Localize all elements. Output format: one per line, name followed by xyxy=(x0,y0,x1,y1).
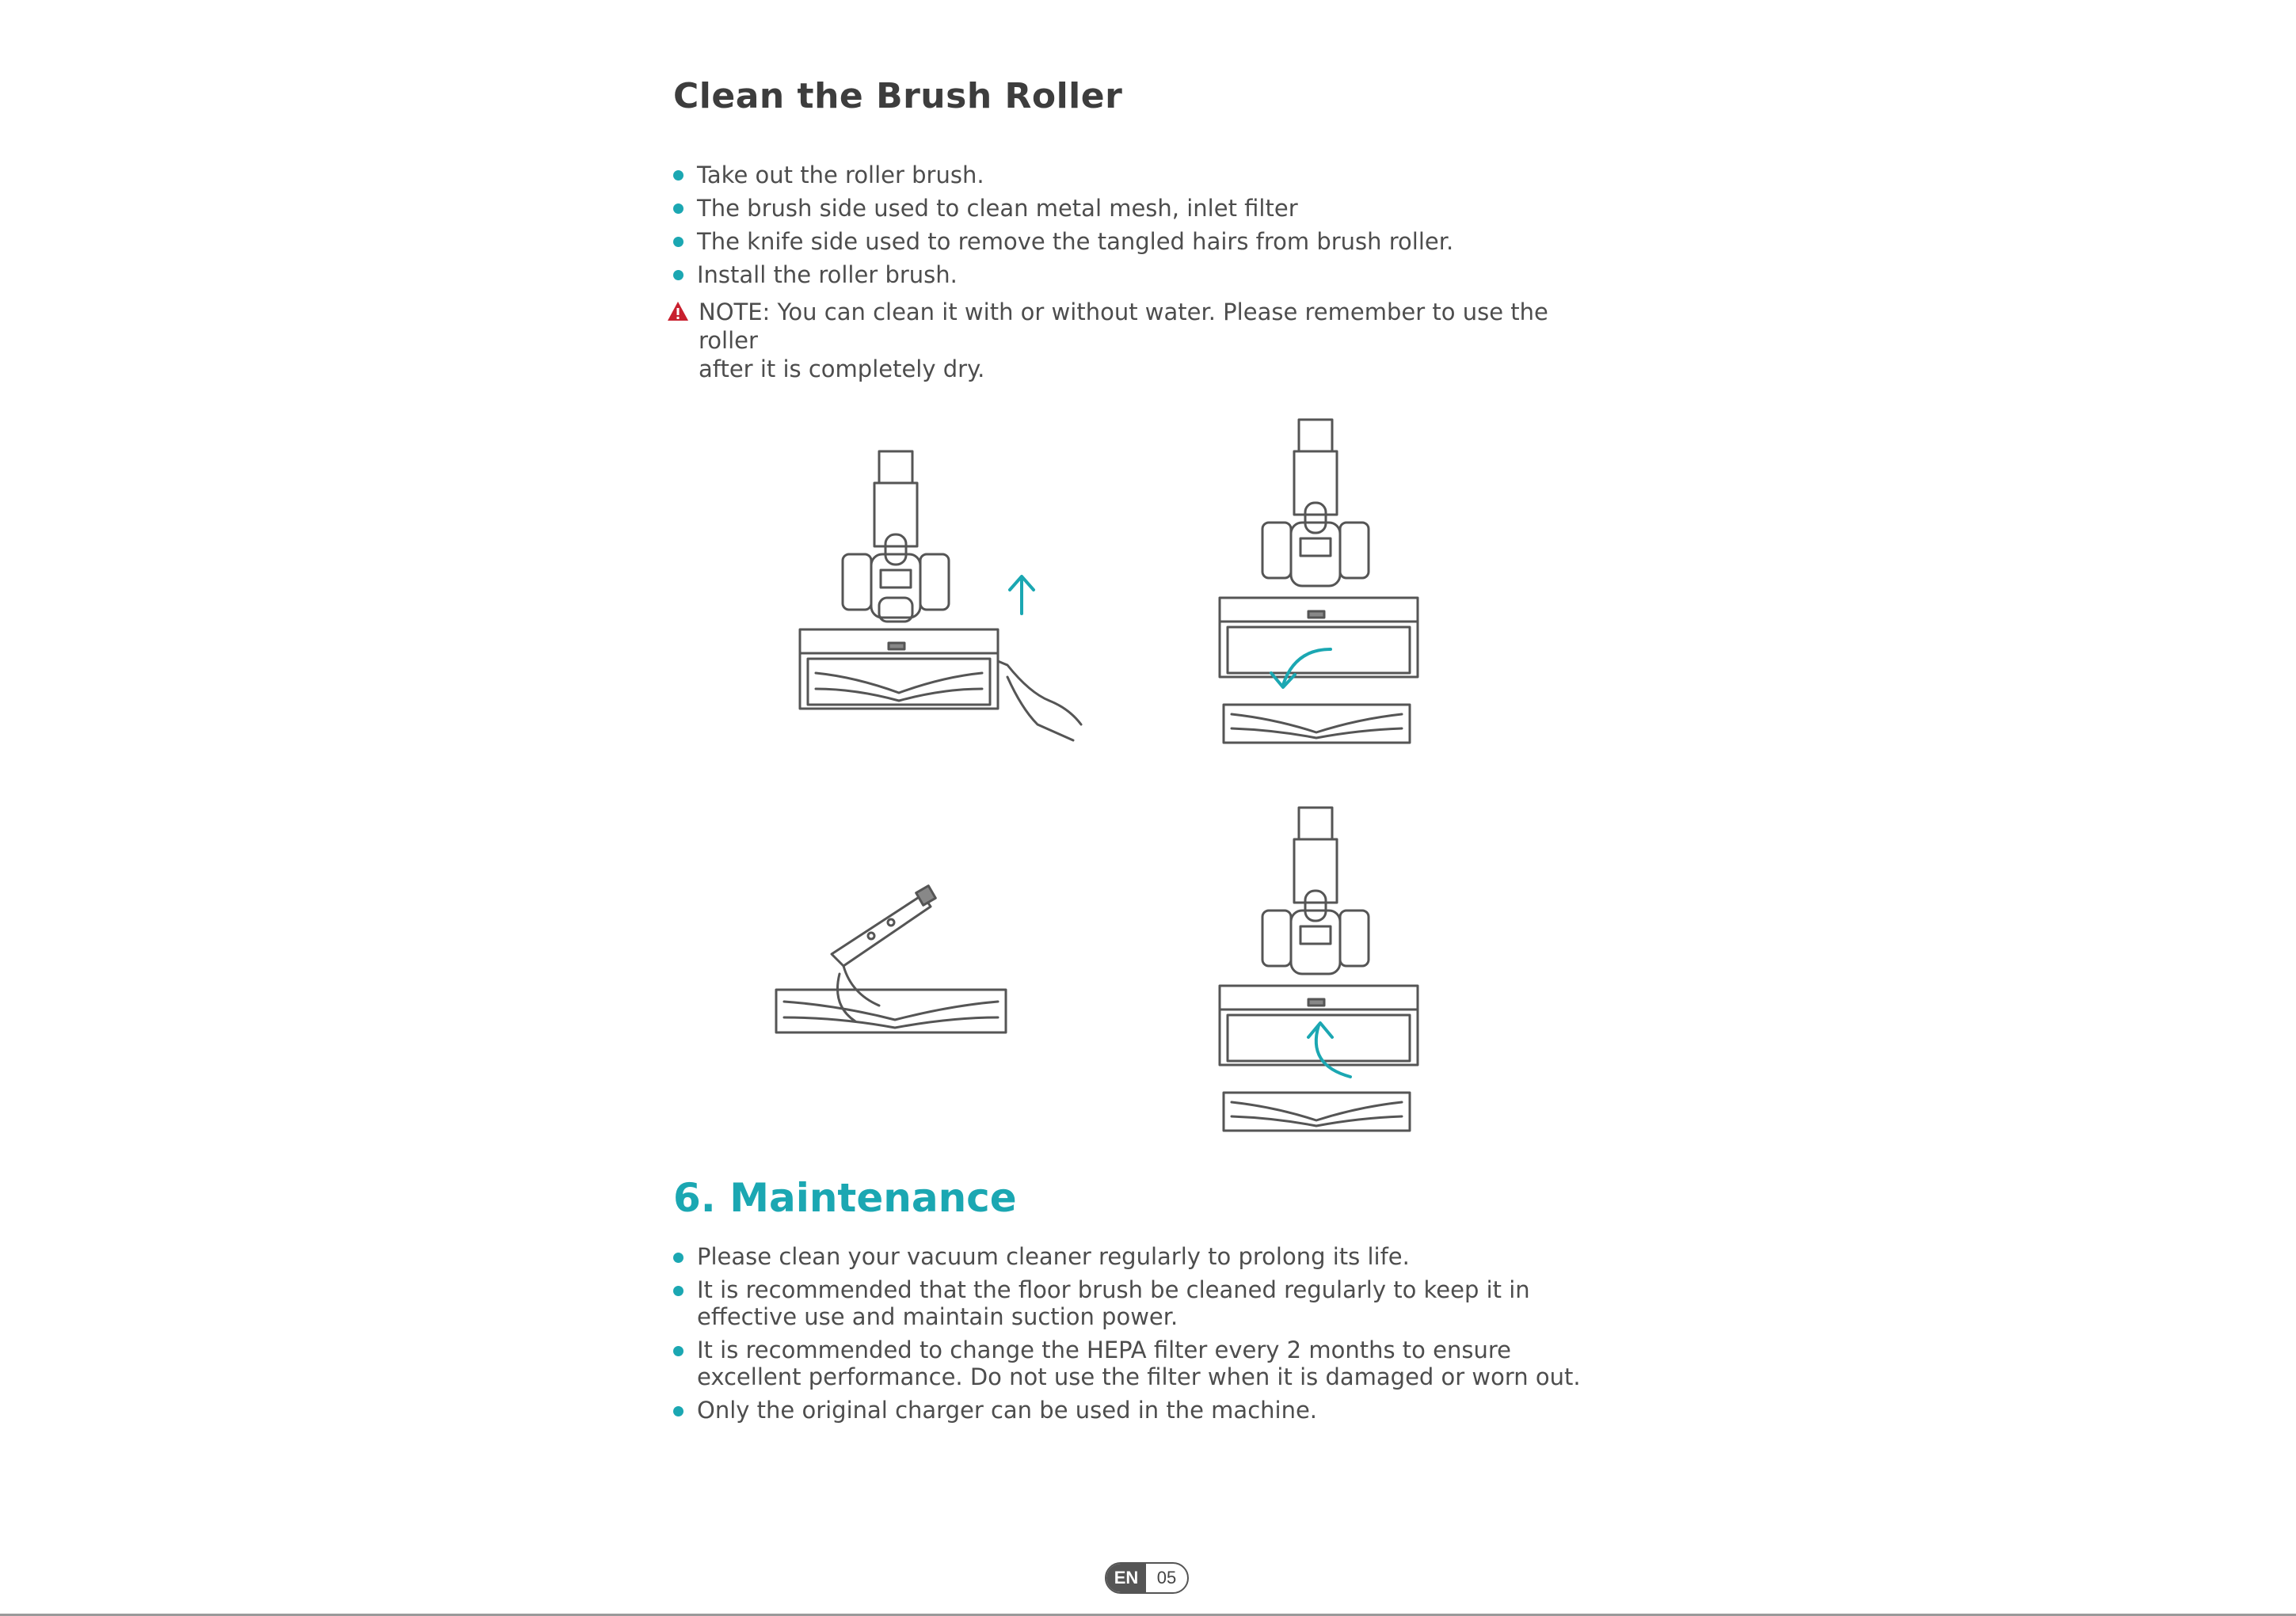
note xyxy=(667,298,1554,383)
note-line-1: NOTE: You can clean it with or without water. Please remember to use the roller xyxy=(699,298,1548,354)
list-item: The knife side used to remove the tangled hairs from brush roller. xyxy=(673,225,1453,258)
note-line-2: after it is completely dry. xyxy=(699,356,985,382)
figure-remove-roller xyxy=(800,451,1081,740)
roller-steps-list xyxy=(673,158,1453,291)
bullet-icon xyxy=(673,203,683,214)
list-item: Install the roller brush. xyxy=(673,258,1453,291)
list-item: It is recommended that the floor brush be cleaned regularly to keep it in effective use and maintain suction power. xyxy=(673,1276,1608,1330)
page-number: 05 xyxy=(1156,1568,1177,1587)
language-label: EN xyxy=(1106,1564,1146,1592)
bullet-icon xyxy=(673,1253,683,1263)
list-item: Only the original charger can be used in the machine. xyxy=(673,1397,1608,1424)
curved-arrow-icon xyxy=(1308,1023,1350,1077)
warning-icon xyxy=(667,301,689,321)
maintenance-heading: 6. Maintenance xyxy=(673,1175,1017,1221)
bullet-icon xyxy=(673,237,683,247)
figure-roller-install xyxy=(1220,808,1418,1131)
maintenance-list xyxy=(673,1243,1608,1430)
bullet-icon xyxy=(673,1286,683,1296)
bullet-icon xyxy=(673,1406,683,1416)
page-badge xyxy=(1105,1562,1189,1594)
curved-arrow-icon xyxy=(1271,649,1331,687)
up-arrow-icon xyxy=(1010,576,1034,614)
brush-roller-illustrations xyxy=(760,412,1457,1140)
list-item: The brush side used to clean metal mesh, inlet filter xyxy=(673,192,1453,225)
section-title: Clean the Brush Roller xyxy=(673,76,1123,116)
list-item: Take out the roller brush. xyxy=(673,158,1453,192)
figure-knife-tool xyxy=(776,886,1006,1032)
list-item: Please clean your vacuum cleaner regularly to prolong its life. xyxy=(673,1243,1608,1270)
bullet-icon xyxy=(673,1346,683,1356)
bullet-icon xyxy=(673,270,683,280)
bullet-icon xyxy=(673,170,683,181)
figure-roller-detached xyxy=(1220,420,1418,743)
list-item: It is recommended to change the HEPA filter every 2 months to ensure excellent performance. Do not use the filter when it is damaged or worn out. xyxy=(673,1337,1608,1390)
